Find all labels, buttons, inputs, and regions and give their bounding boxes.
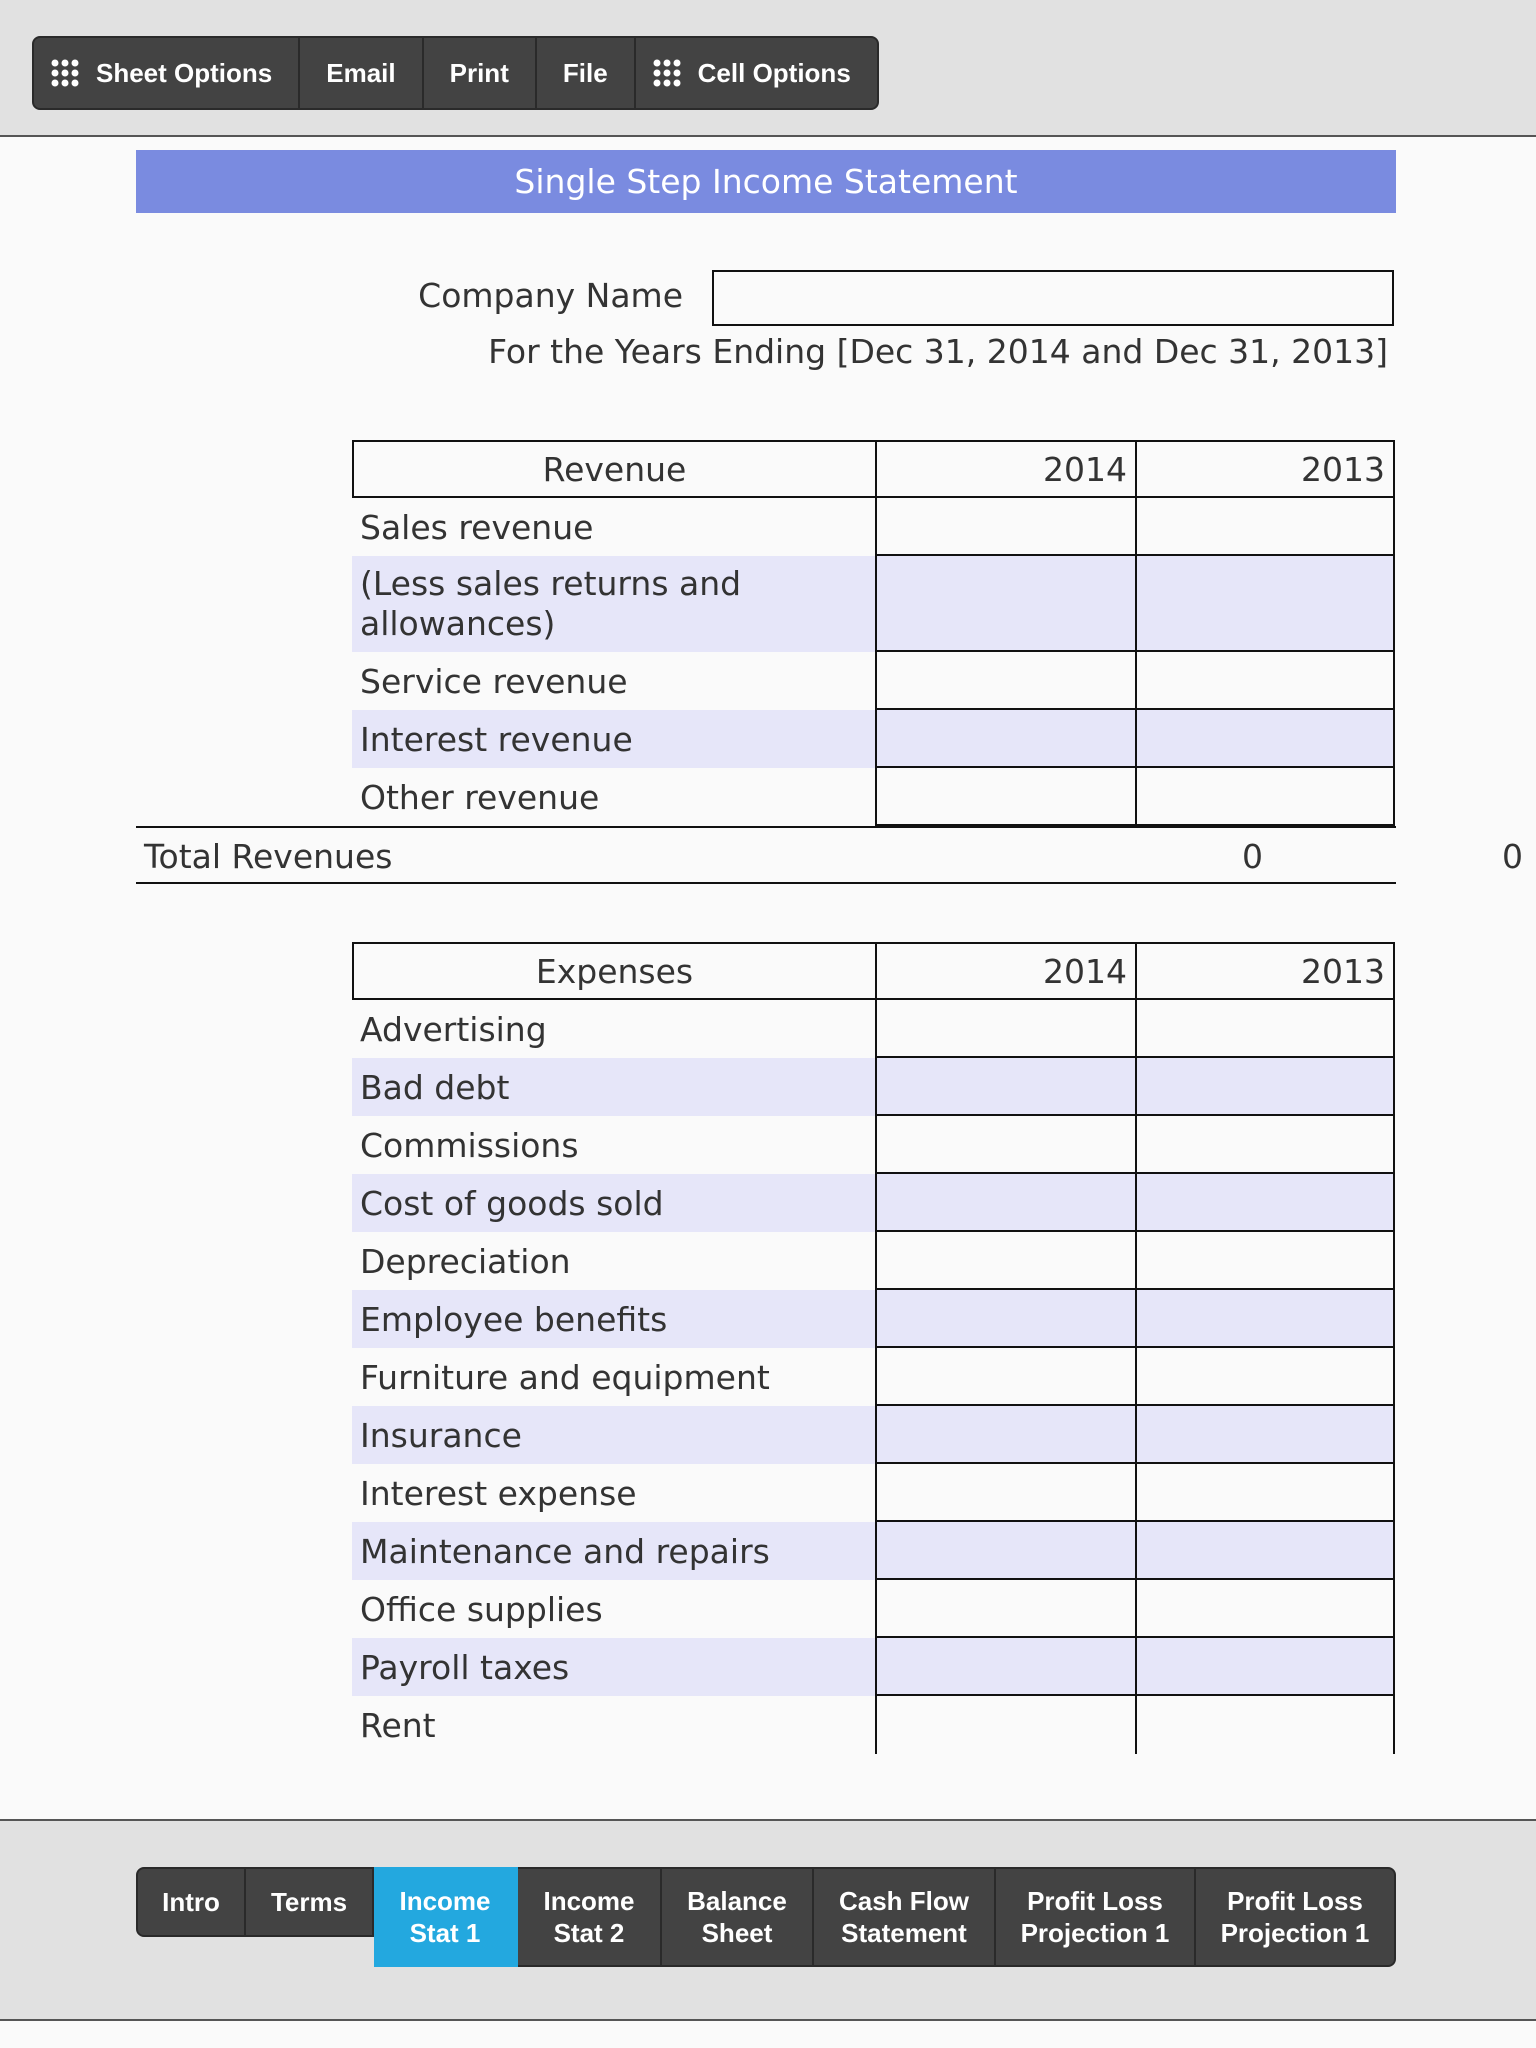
cell-2013[interactable] [1135, 1464, 1395, 1522]
cell-2013[interactable] [1135, 1116, 1395, 1174]
row-label: Sales revenue [360, 507, 594, 547]
total-revenues-2013: 0 [1502, 837, 1523, 876]
cell-2013[interactable] [1135, 556, 1395, 652]
table-row [352, 1174, 1396, 1232]
cell-2014[interactable] [875, 768, 1135, 826]
row-label: Interest expense [360, 1473, 637, 1513]
revenue-year-2014: 2014 [875, 440, 1135, 498]
sheet-tabs [136, 1867, 1396, 1967]
row-label: Advertising [360, 1009, 547, 1049]
file-label: File [562, 57, 608, 88]
cell-2013[interactable] [1135, 768, 1395, 826]
expenses-year-2013: 2013 [1135, 942, 1395, 1000]
cell-2014[interactable] [875, 1638, 1135, 1696]
expenses-table [352, 942, 1396, 1754]
cell-2013[interactable] [1135, 1522, 1395, 1580]
cell-2014[interactable] [875, 1406, 1135, 1464]
row-label: Other revenue [360, 777, 600, 817]
cell-2014[interactable] [875, 1696, 1135, 1754]
revenue-year-2013: 2013 [1135, 440, 1395, 498]
grid-icon [652, 58, 682, 88]
tab-income-stat-2[interactable]: Income Stat 2 [518, 1867, 662, 1967]
expenses-year-2014: 2014 [875, 942, 1135, 1000]
tab-cash-flow-statement[interactable]: Cash Flow Statement [814, 1867, 996, 1967]
cell-2014[interactable] [875, 652, 1135, 710]
print-button[interactable] [424, 38, 537, 108]
table-row [352, 1348, 1396, 1406]
table-row [352, 1058, 1396, 1116]
cell-2014[interactable] [875, 1290, 1135, 1348]
email-label: Email [326, 57, 396, 88]
toolbar [32, 36, 879, 110]
row-label: Furniture and equipment [360, 1357, 770, 1397]
cell-options-label: Cell Options [697, 57, 851, 88]
file-button[interactable] [537, 38, 636, 108]
table-row [352, 1232, 1396, 1290]
total-revenues-2014: 0 [1242, 837, 1263, 876]
cell-2014[interactable] [875, 1058, 1135, 1116]
row-label: Insurance [352, 1406, 875, 1464]
cell-2014[interactable] [875, 1464, 1135, 1522]
print-label: Print [449, 57, 509, 88]
row-label: Bad debt [352, 1058, 875, 1116]
revenue-header: Revenue [352, 440, 875, 498]
table-row [352, 1000, 1396, 1058]
row-label: Cost of goods sold [352, 1174, 875, 1232]
revenue-table [352, 440, 1396, 826]
table-row [352, 1696, 1396, 1754]
tab-intro[interactable]: Intro [136, 1867, 246, 1937]
cell-2013[interactable] [1135, 1000, 1395, 1058]
cell-2014[interactable] [875, 1174, 1135, 1232]
table-row [352, 652, 1396, 710]
company-name-field[interactable] [712, 270, 1394, 326]
cell-2013[interactable] [1135, 1290, 1395, 1348]
period-label: For the Years Ending [Dec 31, 2014 and Dec 31, 2013] [488, 332, 1388, 371]
table-row [352, 498, 1396, 556]
cell-2014[interactable] [875, 1348, 1135, 1406]
cell-2014[interactable] [875, 1116, 1135, 1174]
cell-2013[interactable] [1135, 1058, 1395, 1116]
cell-2014[interactable] [875, 710, 1135, 768]
cell-2013[interactable] [1135, 498, 1395, 556]
tab-terms[interactable]: Terms [246, 1867, 374, 1937]
sheet-options-label: Sheet Options [96, 57, 273, 88]
row-label: Office supplies [360, 1589, 603, 1629]
row-label: Depreciation [360, 1241, 571, 1281]
grid-icon [50, 58, 80, 88]
tab-profit-loss-projection-1[interactable]: Profit Loss Projection 1 [996, 1867, 1196, 1967]
row-label: Rent [360, 1705, 436, 1745]
email-button[interactable] [300, 38, 423, 108]
table-row [352, 1638, 1396, 1696]
sheet-tab-bar [0, 1819, 1536, 2021]
cell-2013[interactable] [1135, 1348, 1395, 1406]
table-row [352, 768, 1396, 826]
cell-2013[interactable] [1135, 1638, 1395, 1696]
row-label: Employee benefits [352, 1290, 875, 1348]
cell-2014[interactable] [875, 1000, 1135, 1058]
row-label: Payroll taxes [352, 1638, 875, 1696]
sheet-title: Single Step Income Statement [136, 150, 1396, 213]
tab-income-stat-1[interactable]: Income Stat 1 [374, 1867, 518, 1967]
row-label: Interest revenue [352, 710, 875, 768]
cell-2014[interactable] [875, 1232, 1135, 1290]
cell-2013[interactable] [1135, 710, 1395, 768]
row-label: Maintenance and repairs [352, 1522, 875, 1580]
cell-2013[interactable] [1135, 1232, 1395, 1290]
cell-2014[interactable] [875, 1522, 1135, 1580]
cell-2013[interactable] [1135, 1174, 1395, 1232]
cell-options-button[interactable] [636, 38, 877, 108]
cell-2013[interactable] [1135, 1580, 1395, 1638]
table-row [352, 1290, 1396, 1348]
cell-2014[interactable] [875, 556, 1135, 652]
table-row [352, 710, 1396, 768]
table-row [352, 556, 1396, 652]
row-label: (Less sales returns and allowances) [352, 556, 875, 652]
total-revenues-row [136, 826, 1523, 884]
row-label: Service revenue [360, 661, 628, 701]
table-row [352, 1406, 1396, 1464]
cell-2014[interactable] [875, 498, 1135, 556]
table-row [352, 1522, 1396, 1580]
cell-2013[interactable] [1135, 1406, 1395, 1464]
total-revenues-label: Total Revenues [144, 837, 393, 876]
expenses-header: Expenses [352, 942, 875, 1000]
table-row [352, 1116, 1396, 1174]
table-row [352, 1580, 1396, 1638]
cell-2013[interactable] [1135, 652, 1395, 710]
top-toolbar-area [0, 0, 1536, 137]
cell-2014[interactable] [875, 1580, 1135, 1638]
company-name-label: Company Name [418, 276, 683, 315]
table-row [352, 1464, 1396, 1522]
sheet-options-button[interactable] [34, 38, 300, 108]
tab-profit-loss-projection-1-second[interactable]: Profit Loss Projection 1 [1196, 1867, 1396, 1967]
row-label: Commissions [360, 1125, 579, 1165]
revenue-header-row [352, 440, 1396, 498]
tab-balance-sheet[interactable]: Balance Sheet [662, 1867, 814, 1967]
expenses-header-row [352, 942, 1396, 1000]
cell-2013[interactable] [1135, 1696, 1395, 1754]
